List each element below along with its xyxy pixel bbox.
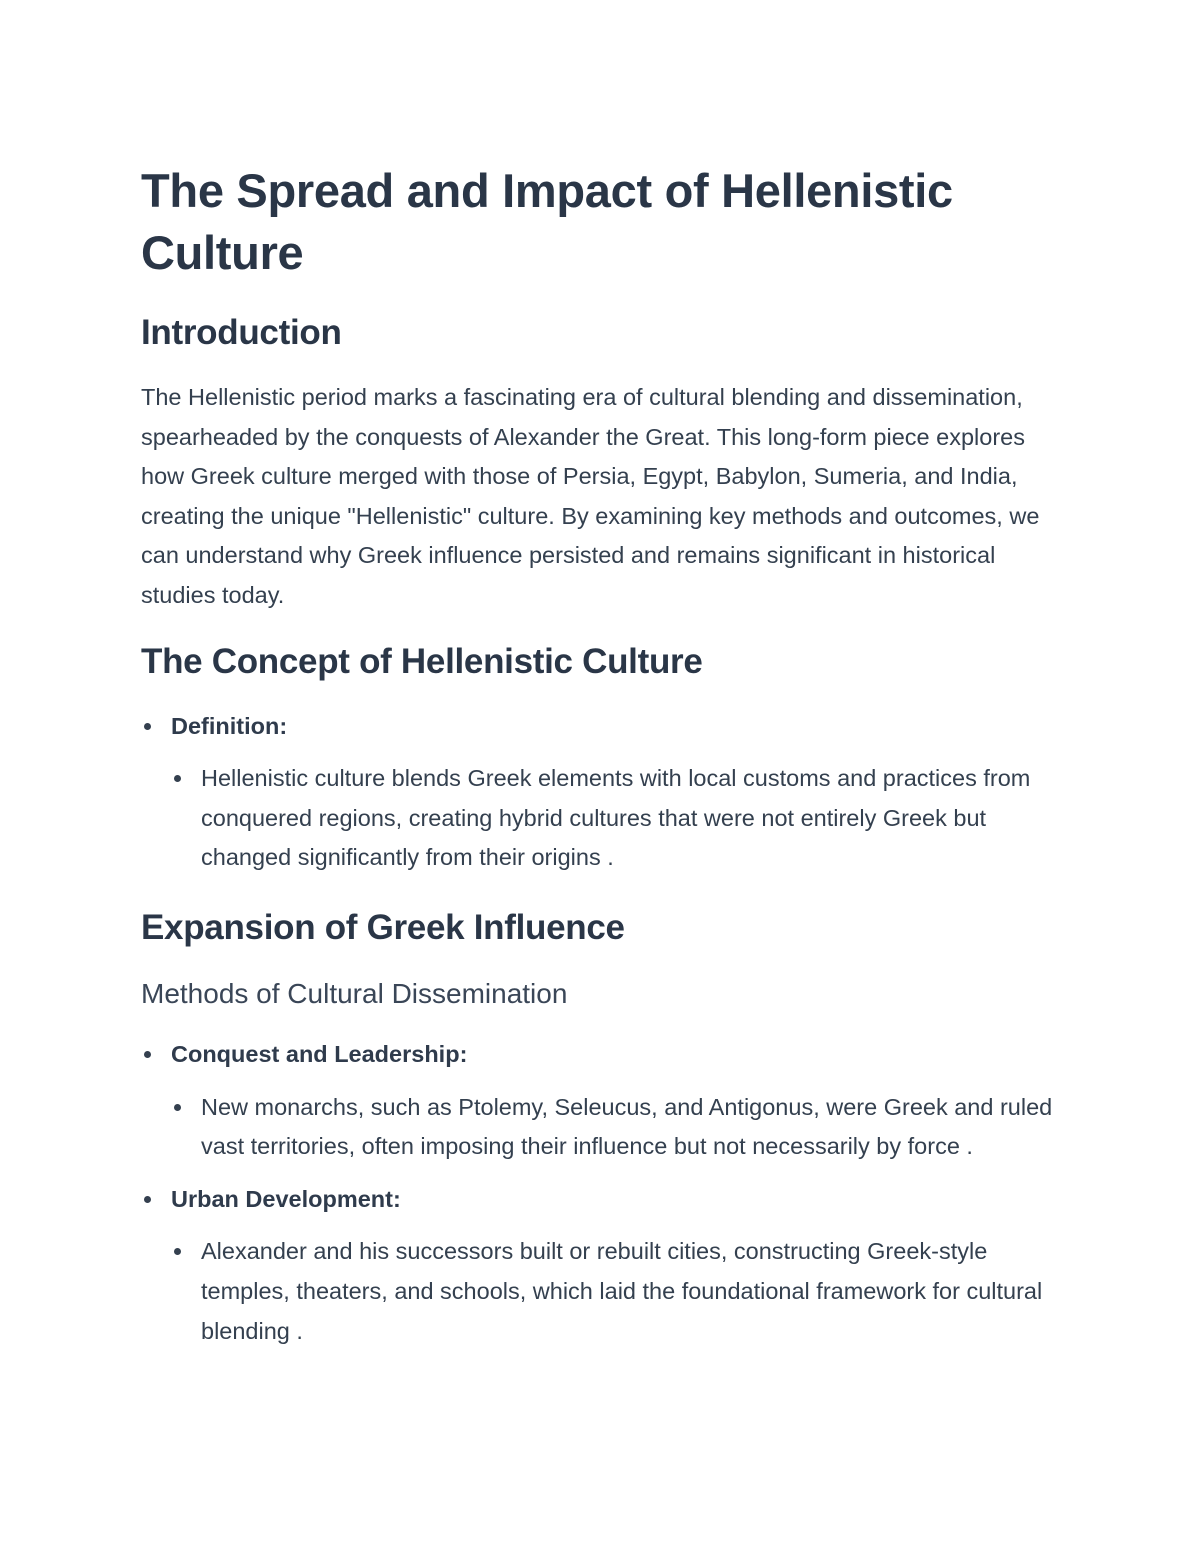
introduction-paragraph: The Hellenistic period marks a fascinating era of cultural blending and dissemination, spearheaded by the conquests of Alexander the Great. This long-form piece explores how Greek culture merged with those of Persia, Egypt, Babylon, Sumeria, and India, creating the unique "Hellenistic" culture. By examining key methods and outcomes, we can understand why Greek influence persisted and remains significant in historical studies today. (141, 384, 1040, 608)
sub-list-item (171, 759, 1071, 878)
list-item-term: Urban Development: (171, 1185, 401, 1212)
list-item-term: Definition: (171, 712, 288, 739)
section-heading-concept: The Concept of Hellenistic Culture (141, 641, 703, 681)
concept-list (141, 707, 1071, 878)
section-heading-expansion: Expansion of Greek Influence (141, 907, 625, 947)
sub-list-item-text: Hellenistic culture blends Greek elements with local customs and practices from conquered regions, creating hybrid cultures that were not entirely Greek but changed significantly from their origins . (201, 765, 1031, 871)
sub-list-item-text: Alexander and his successors built or rebuilt cities, constructing Greek-style temples, theaters, and schools, which laid the foundational framework for cultural blending . (201, 1238, 1043, 1344)
sub-list (171, 1088, 1071, 1167)
sub-list-item (171, 1232, 1071, 1351)
methods-list (141, 1035, 1071, 1351)
document-page (141, 160, 1071, 1351)
list-item-term: Conquest and Leadership: (171, 1040, 468, 1067)
list-item (141, 707, 1071, 878)
sub-list-item-text: New monarchs, such as Ptolemy, Seleucus, and Antigonus, were Greek and ruled vast territories, often imposing their influence but not necessarily by force . (201, 1093, 1053, 1160)
section-heading-introduction: Introduction (141, 313, 342, 352)
list-item (141, 1180, 1071, 1351)
sub-list (171, 1232, 1071, 1351)
subsection-heading-methods: Methods of Cultural Dissemination (141, 977, 568, 1009)
document-title: The Spread and Impact of Hellenistic Culture (141, 164, 953, 279)
sub-list-item (171, 1088, 1071, 1167)
list-item (141, 1035, 1071, 1167)
sub-list (171, 759, 1071, 878)
